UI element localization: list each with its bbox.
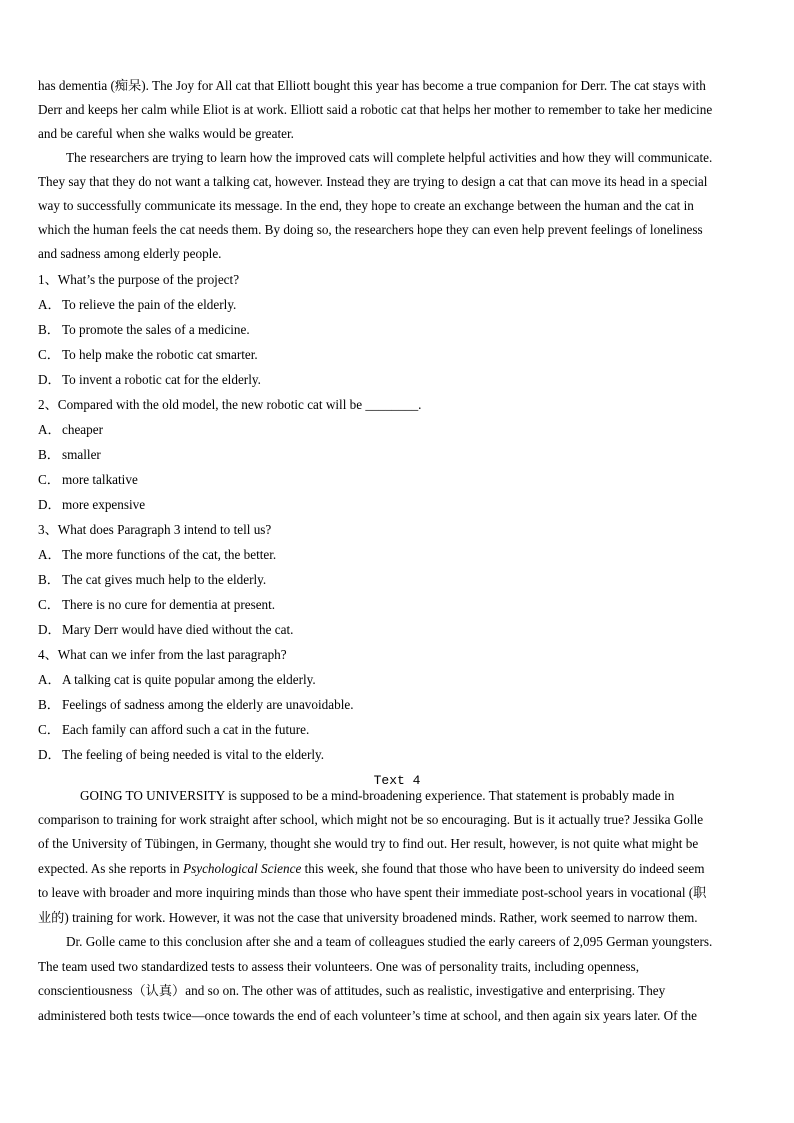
question-text: What’s the purpose of the project?	[57, 272, 240, 287]
question-2	[38, 397, 421, 413]
question-number: 1、	[38, 272, 58, 287]
option-text: The cat gives much help to the elderly.	[62, 572, 267, 587]
option-letter: D．	[38, 372, 61, 387]
journal-title: Psychological Science	[183, 861, 302, 876]
option-letter: B．	[38, 447, 60, 462]
question-text: What can we infer from the last paragraph?	[57, 647, 287, 662]
q1-option-b[interactable]	[38, 322, 250, 338]
q1-option-a[interactable]	[38, 297, 236, 313]
option-text: Each family can afford such a cat in the future.	[62, 722, 310, 737]
q2-option-c[interactable]	[38, 472, 138, 488]
text4-line: comparison to training for work straight after school, which might not be so encouraging. But is it actually true? Jessika Golle	[38, 812, 704, 827]
text4-line: administered both tests twice—once towards the end of each volunteer’s time at school, and then again six years later. Of the	[38, 1008, 697, 1023]
option-letter: A．	[38, 672, 61, 687]
option-letter: A．	[38, 547, 61, 562]
question-number: 3、	[38, 522, 58, 537]
option-letter: B．	[38, 572, 60, 587]
option-letter: A．	[38, 422, 61, 437]
q4-option-d[interactable]	[38, 747, 324, 763]
option-text: The feeling of being needed is vital to the elderly.	[62, 747, 325, 762]
option-text: more talkative	[62, 472, 138, 487]
passage-line: which the human feels the cat needs them. By doing so, the researchers hope they can even help prevent feelings of loneliness	[38, 222, 703, 237]
option-text: To invent a robotic cat for the elderly.	[62, 372, 261, 387]
q3-option-d[interactable]	[38, 622, 293, 638]
option-text: To relieve the pain of the elderly.	[62, 297, 237, 312]
q3-option-c[interactable]	[38, 597, 275, 613]
option-text: There is no cure for dementia at present.	[62, 597, 276, 612]
text4-line: GOING TO UNIVERSITY is supposed to be a mind-broadening experience. That statement is probably made in	[80, 788, 675, 803]
question-number: 2、	[38, 397, 58, 412]
passage-line: and be careful when she walks would be greater.	[38, 126, 294, 141]
question-1	[38, 272, 239, 288]
q4-option-b[interactable]	[38, 697, 354, 713]
passage-line: Derr and keeps her calm while Eliot is at work. Elliott said a robotic cat that helps her mother to remember to take her medicine	[38, 102, 713, 117]
option-letter: C．	[38, 347, 60, 362]
option-text: cheaper	[62, 422, 103, 437]
option-letter: A．	[38, 297, 61, 312]
q4-option-c[interactable]	[38, 722, 309, 738]
option-letter: D．	[38, 747, 61, 762]
option-text: Feelings of sadness among the elderly are unavoidable.	[62, 697, 354, 712]
passage-line: and sadness among elderly people.	[38, 246, 222, 261]
q1-option-c[interactable]	[38, 347, 258, 363]
option-text: smaller	[62, 447, 101, 462]
question-4	[38, 647, 287, 663]
option-letter: B．	[38, 697, 60, 712]
option-letter: C．	[38, 472, 60, 487]
text-run: this week, she found that those who have been to university do indeed seem	[301, 861, 705, 876]
option-letter: D．	[38, 622, 61, 637]
option-text: A talking cat is quite popular among the elderly.	[62, 672, 316, 687]
option-text: Mary Derr would have died without the cat.	[62, 622, 294, 637]
passage-line: way to successfully communicate its message. In the end, they hope to create an exchange between the human and the cat in	[38, 198, 694, 213]
q4-option-a[interactable]	[38, 672, 316, 688]
q2-option-a[interactable]	[38, 422, 103, 438]
option-letter: D．	[38, 497, 61, 512]
text4-line: conscientiousness（认真）and so on. The other was of attitudes, such as realistic, investigative and enterprising. They	[38, 983, 666, 998]
q2-option-b[interactable]	[38, 447, 101, 463]
option-letter: C．	[38, 597, 60, 612]
option-text: more expensive	[62, 497, 146, 512]
question-3	[38, 522, 271, 538]
text4-line	[38, 861, 705, 877]
text4-line: The team used two standardized tests to assess their volunteers. One was of personality traits, including openness,	[38, 959, 639, 974]
option-letter: C．	[38, 722, 60, 737]
q3-option-a[interactable]	[38, 547, 276, 563]
passage-line: They say that they do not want a talking cat, however. Instead they are trying to design a cat that can move its head in a special	[38, 174, 708, 189]
text-run: expected. As she reports in	[38, 861, 184, 876]
text4-line: of the University of Tübingen, in Germany, thought she would try to find out. Her result, however, is not quite what might be	[38, 836, 699, 851]
q1-option-d[interactable]	[38, 372, 261, 388]
option-text: The more functions of the cat, the better.	[62, 547, 277, 562]
option-letter: B．	[38, 322, 60, 337]
q3-option-b[interactable]	[38, 572, 266, 588]
passage-line: has dementia (痴呆). The Joy for All cat that Elliott bought this year has become a true companion for Derr. The cat stays with	[38, 78, 706, 93]
question-text: What does Paragraph 3 intend to tell us?	[57, 522, 272, 537]
option-text: To promote the sales of a medicine.	[62, 322, 250, 337]
q2-option-d[interactable]	[38, 497, 145, 513]
option-text: To help make the robotic cat smarter.	[62, 347, 258, 362]
text4-line: to leave with broader and more inquiring minds than those who have spent their immediate post-school years in vocational (职	[38, 885, 707, 900]
passage-line: The researchers are trying to learn how the improved cats will complete helpful activities and how they will communicate.	[66, 150, 713, 165]
text4-line: 业的) training for work. However, it was not the case that university broadened minds. Rather, work seemed to narrow them.	[38, 910, 698, 925]
question-number: 4、	[38, 647, 58, 662]
section-heading: Text 4	[373, 773, 421, 788]
text4-line: Dr. Golle came to this conclusion after she and a team of colleagues studied the early careers of 2,095 German youngsters.	[66, 934, 713, 949]
question-text: Compared with the old model, the new robotic cat will be ________.	[57, 397, 422, 412]
